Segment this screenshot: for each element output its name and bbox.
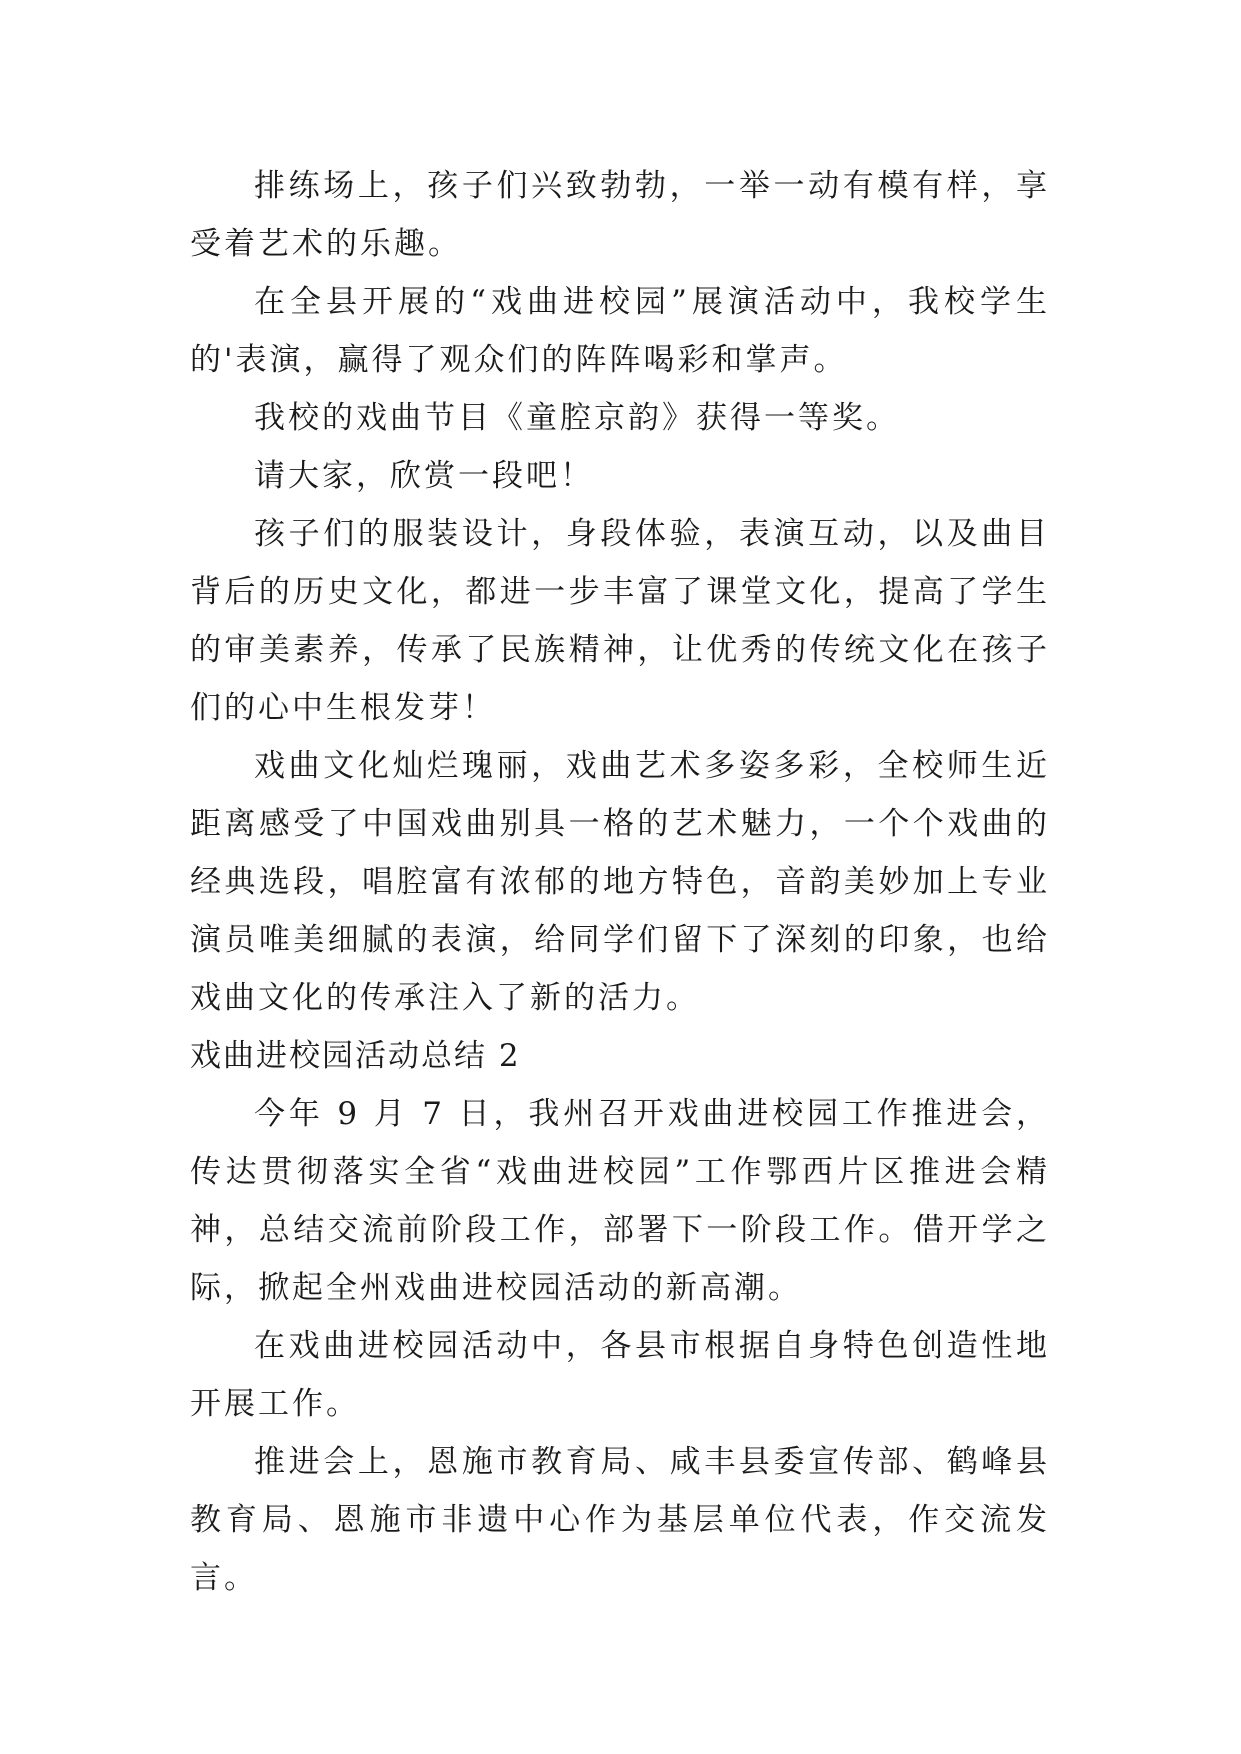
document-body: [190, 157, 1050, 1607]
paragraph: 请大家，欣赏一段吧！: [254, 458, 594, 494]
paragraph: 排练场上，孩子们兴致勃勃，一举一动有模有样，享受着艺术的乐趣。: [190, 168, 1050, 262]
paragraph: 推进会上，恩施市教育局、咸丰县委宣传部、鹤峰县教育局、恩施市非遗中心作为基层单位代表，作交流发言。: [190, 1444, 1050, 1596]
paragraph: 我校的戏曲节目《童腔京韵》获得一等奖。: [254, 400, 900, 436]
section-heading: 戏曲进校园活动总结 2: [190, 1038, 521, 1074]
paragraph: 今年 9 月 7 日，我州召开戏曲进校园工作推进会，传达贯彻落实全省“戏曲进校园”工作鄂西片区推进会精神，总结交流前阶段工作，部署下一阶段工作。借开学之际，掀起全州戏曲进校园活动的新高潮。: [190, 1096, 1050, 1306]
paragraph: 戏曲文化灿烂瑰丽，戏曲艺术多姿多彩，全校师生近距离感受了中国戏曲别具一格的艺术魅力，一个个戏曲的经典选段，唱腔富有浓郁的地方特色，音韵美妙加上专业演员唯美细腻的表演，给同学们留下了深刻的印象，也给戏曲文化的传承注入了新的活力。: [190, 748, 1050, 1016]
paragraph: 在全县开展的“戏曲进校园”展演活动中，我校学生的'表演，赢得了观众们的阵阵喝彩和掌声。: [190, 284, 1050, 378]
paragraph: 在戏曲进校园活动中，各县市根据自身特色创造性地开展工作。: [190, 1328, 1050, 1422]
paragraph: 孩子们的服装设计，身段体验，表演互动，以及曲目背后的历史文化，都进一步丰富了课堂文化，提高了学生的审美素养，传承了民族精神，让优秀的传统文化在孩子们的心中生根发芽！: [190, 516, 1050, 726]
